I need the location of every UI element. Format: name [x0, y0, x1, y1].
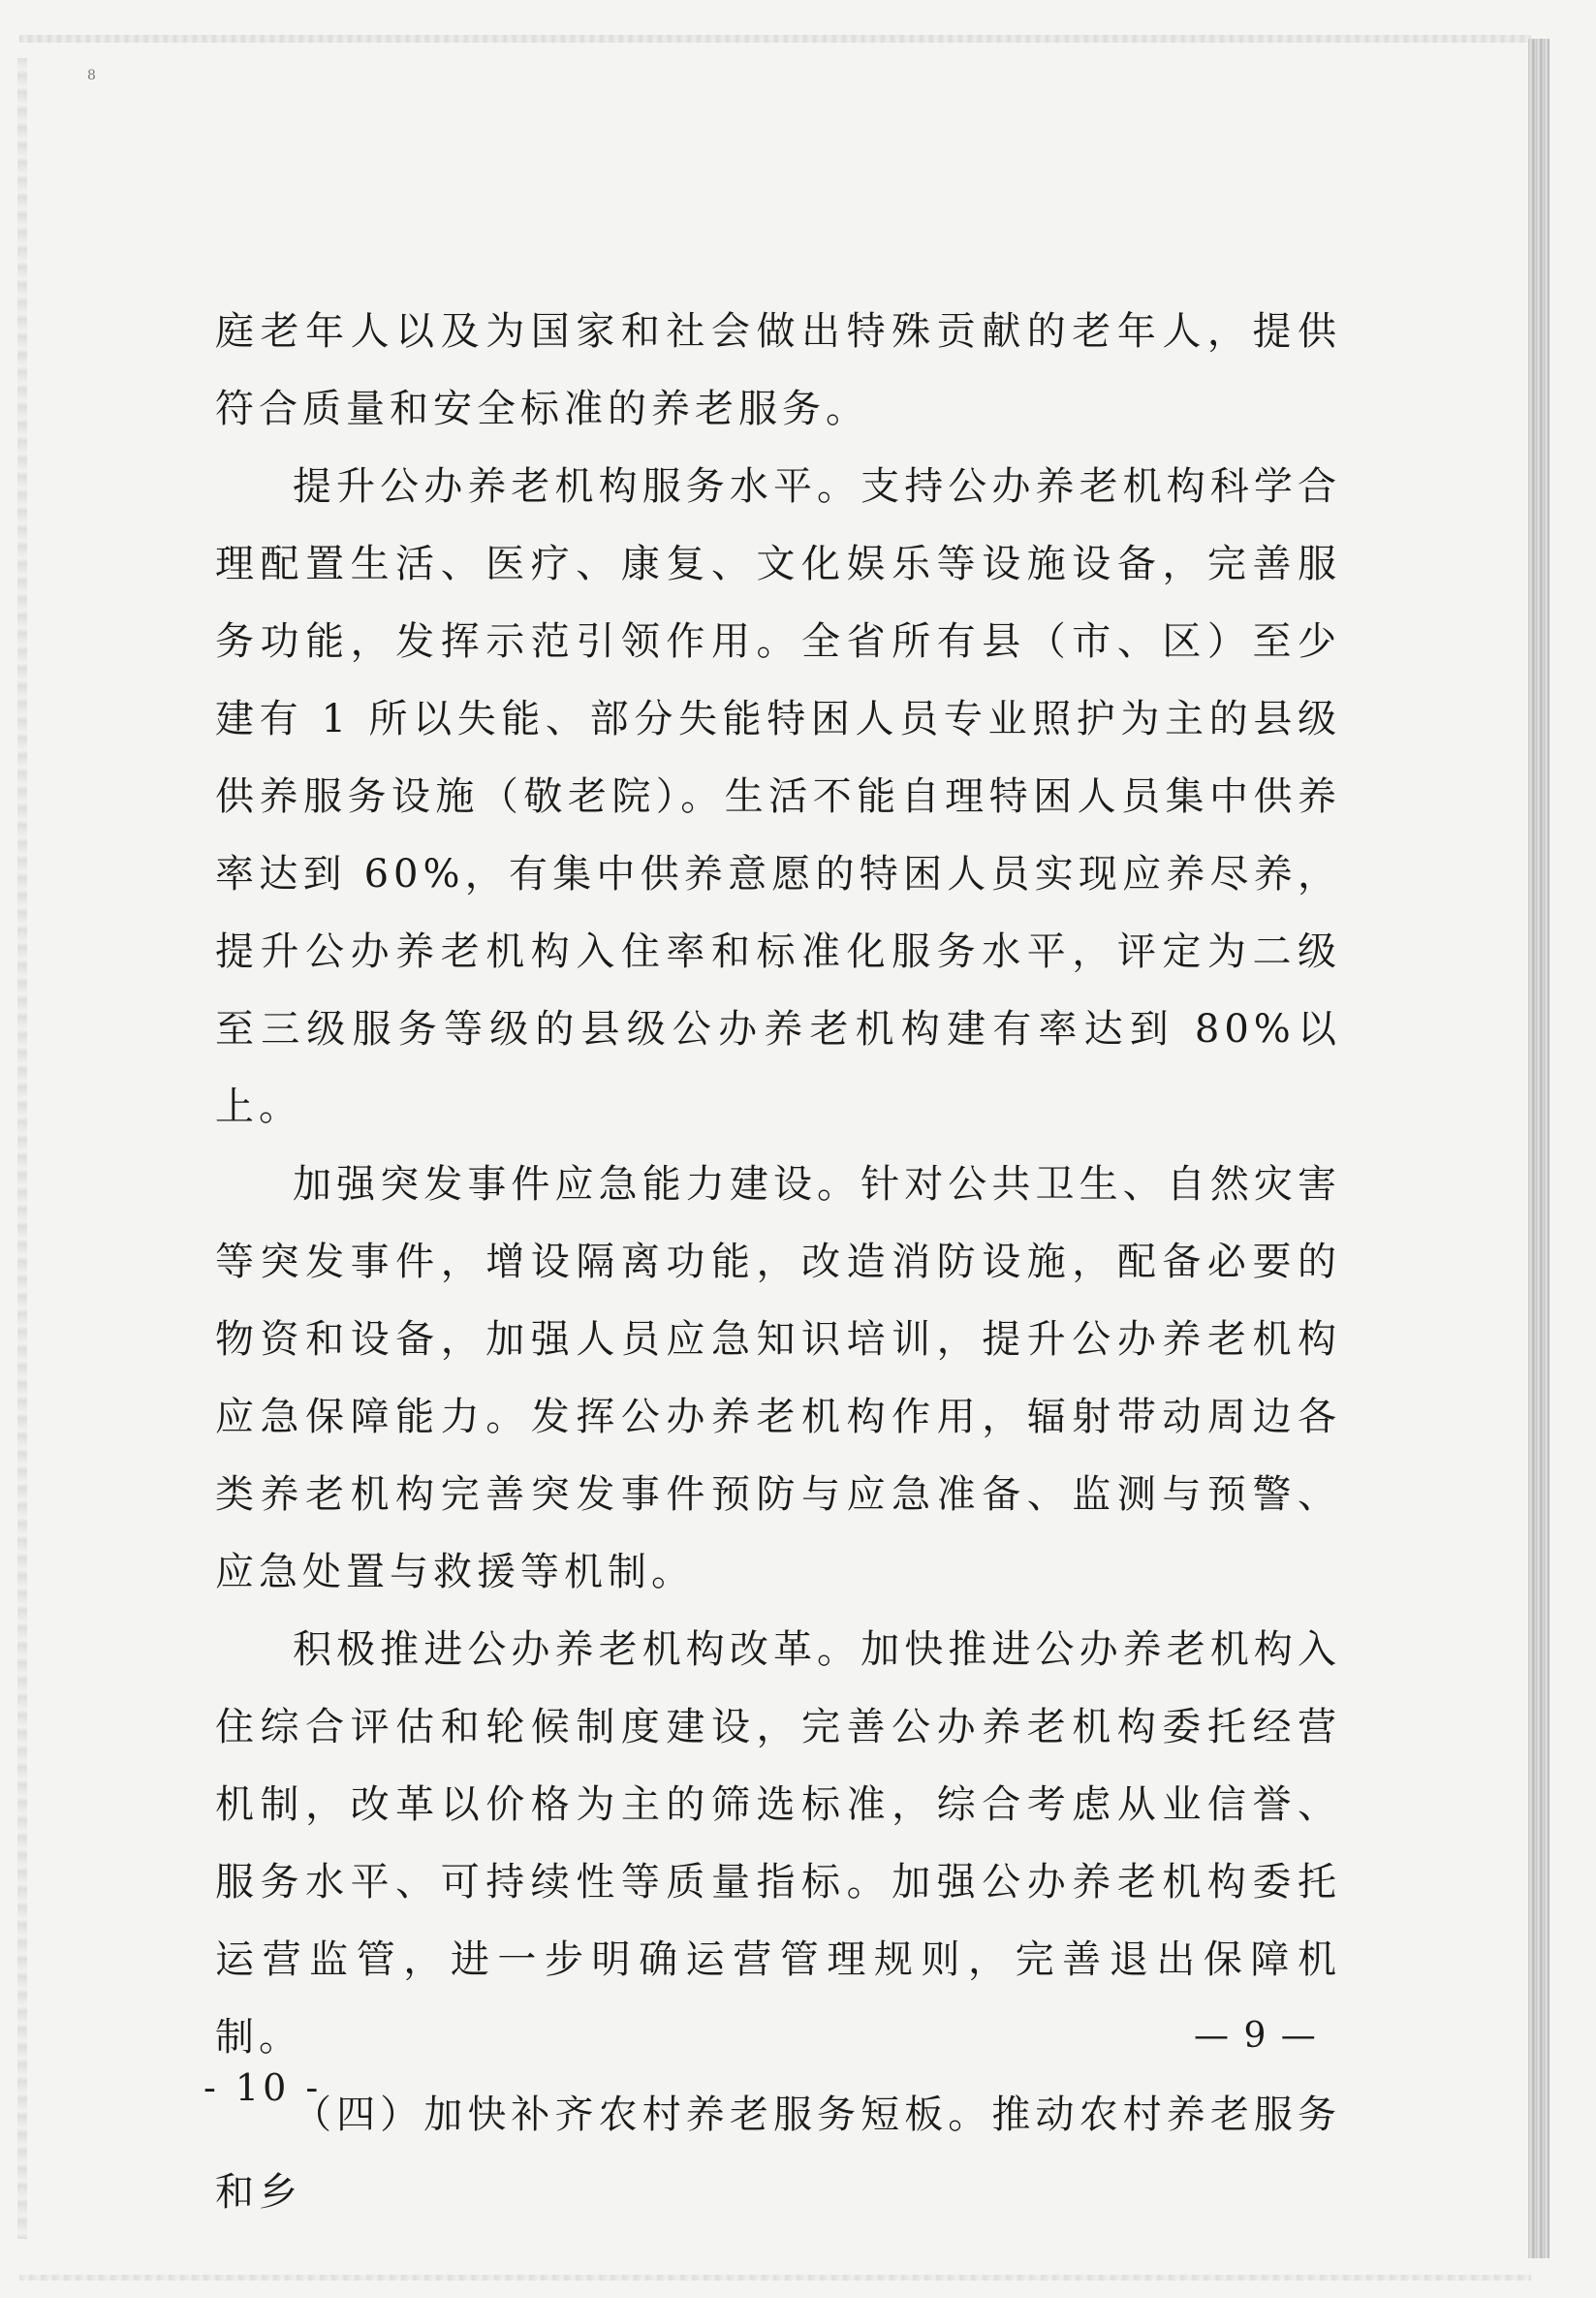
paragraph-emergency-capability: 加强突发事件应急能力建设。针对公共卫生、自然灾害等突发事件，增设隔离功能，改造消防设施，配备必要的物资和设备，加强人员应急知识培训，提升公办养老机构应急保障能力。发挥公办养老机构作用，辐射带动周边各类养老机构完善突发事件预防与应急准备、监测与预警、应急处置与救援等机制。: [215, 1162, 1341, 1594]
scan-edge-left: [17, 58, 27, 2239]
scan-edge-right: [1528, 39, 1549, 2258]
page-number-right: — 9 —: [1194, 2016, 1318, 2056]
corner-mark: 8: [87, 68, 96, 83]
scan-edge-bottom: [19, 2275, 1531, 2281]
paragraph-rural-services-heading: （四）加快补齐农村养老服务短板。推动农村养老服务和乡: [215, 2093, 1341, 2215]
page-number-left: - 10 -: [203, 2066, 323, 2109]
paragraph-continuation: 庭老年人以及为国家和社会做出特殊贡献的老年人，提供符合质量和安全标准的养老服务。: [215, 309, 1341, 431]
paragraph-institution-reform: 积极推进公办养老机构改革。加快推进公办养老机构入住综合评估和轮候制度建设，完善公办养老机构委托经营机制，改革以价格为主的筛选标准，综合考虑从业信誉、服务水平、可持续性等质量指标。加强公办养老机构委托运营监管，进一步明确运营管理规则，完善退出保障机制。: [215, 1627, 1341, 2060]
scan-edge-top: [19, 35, 1531, 43]
paragraph-public-institution-service: 提升公办养老机构服务水平。支持公办养老机构科学合理配置生活、医疗、康复、文化娱乐等设施设备，完善服务功能，发挥示范引领作用。全省所有县（市、区）至少建有 1 所以失能、部分失能特困人员专业照护为主的县级供养服务设施（敬老院）。生活不能自理特困人员集中供养率达到 60%，有集中供养意愿的特困人员实现应养尽养，提升公办养老机构入住率和标准化服务水平，评定为二级至三级服务等级的县级公办养老机构建有率达到 80%以上。: [215, 464, 1341, 1129]
document-body: [215, 293, 1341, 2231]
